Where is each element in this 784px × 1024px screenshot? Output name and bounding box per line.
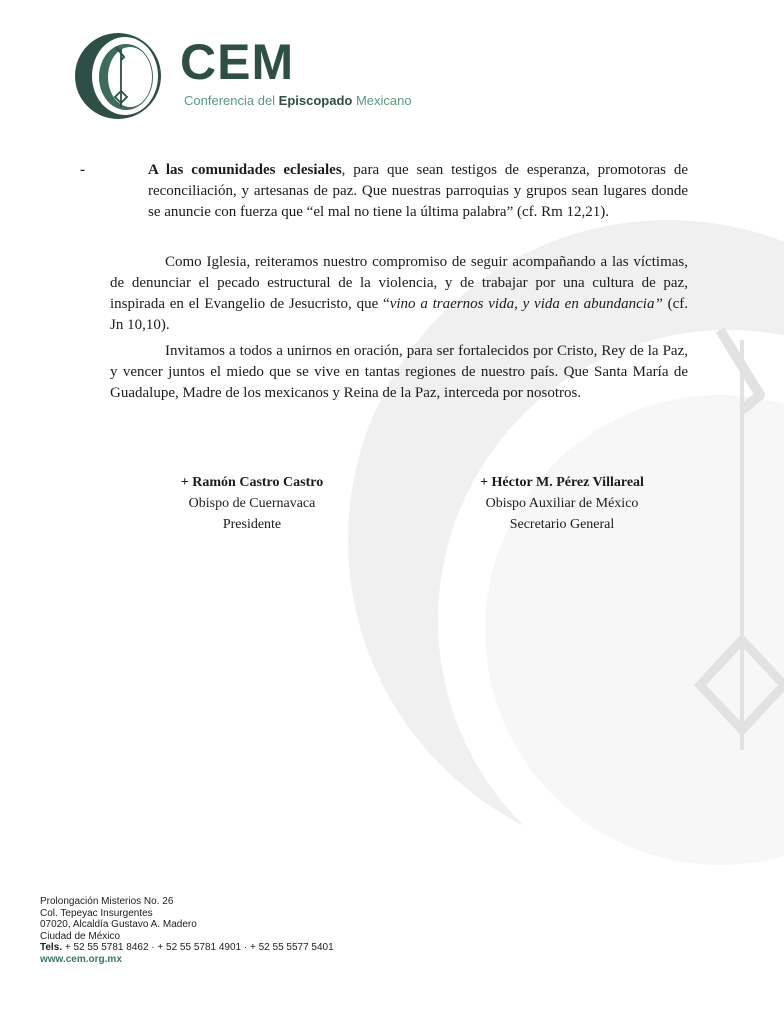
- logo-acronym: CEM: [180, 34, 295, 90]
- signature-name: + Héctor M. Pérez Villareal: [480, 475, 644, 490]
- logo-subtitle: [184, 93, 412, 108]
- signature-name: + Ramón Castro Castro: [180, 475, 324, 490]
- footer-address-line: Col. Tepeyac Insurgentes: [40, 907, 153, 919]
- bullet-paragraph: [80, 160, 688, 223]
- paragraph-commitment-text: Como Iglesia, reiteramos nuestro compromiso de seguir acompañando a las víctimas, de denunciar el pecado estructural de la violencia, y de trabajar por una cultura de paz, inspirada en el Evangelio de Jesucristo, que “: [110, 254, 688, 312]
- bullet-text: , para que sean testigos de esperanza, promotoras de reconciliación, y artesanas de paz. Que nuestras parroquias y grupos sean lugares donde se anuncie con fuerza que “el mal no tiene la última palabra” (cf. Rm 12,21).: [148, 162, 688, 220]
- signature-president: [122, 472, 382, 535]
- signature-role: Obispo Auxiliar de México: [485, 496, 639, 511]
- logo-subtitle-pre: Conferencia del: [184, 93, 279, 108]
- signature-title: Presidente: [222, 517, 282, 532]
- footer-tels: + 52 55 5781 8462 · + 52 55 5781 4901 · + 52 55 5577 5401: [62, 942, 334, 953]
- logo-subtitle-bold: Episcopado: [278, 93, 353, 108]
- cem-emblem-icon: [70, 27, 170, 127]
- gospel-citation: (cf. Jn 10,10).: [110, 296, 688, 333]
- bullet-body: [148, 160, 688, 223]
- footer-phones: [40, 942, 334, 954]
- signature-secretary: [432, 472, 692, 535]
- logo-subtitle-post: Mexicano: [352, 93, 412, 108]
- footer-address-line: Ciudad de México: [40, 930, 121, 942]
- footer-tels-label: Tels.: [40, 942, 63, 953]
- gospel-quote: vino a traernos vida, y vida en abundancia”: [389, 296, 663, 312]
- footer-contact: [40, 896, 334, 965]
- signature-role: Obispo de Cuernavaca: [188, 496, 316, 511]
- bullet-lead: A las comunidades eclesiales: [148, 162, 342, 178]
- paragraph-prayer: Invitamos a todos a unirnos en oración, para ser fortalecidos por Cristo, Rey de la Paz, y vencer juntos el miedo que se vive en tantas regiones de nuestro país. Que Santa María de Guadalupe, Madre de los mexicanos y Reina de la Paz, interceda por nosotros.: [110, 343, 688, 401]
- signature-title: Secretario General: [509, 517, 615, 532]
- paragraph-commitment: [110, 252, 688, 336]
- footer-address-line: Prolongación Misterios No. 26: [40, 896, 174, 907]
- cem-logo: [70, 27, 450, 127]
- footer-website-link[interactable]: www.cem.org.mx: [40, 953, 122, 965]
- bullet-dash: -: [80, 162, 85, 178]
- footer-address-line: 07020, Alcaldía Gustavo A. Madero: [40, 919, 197, 930]
